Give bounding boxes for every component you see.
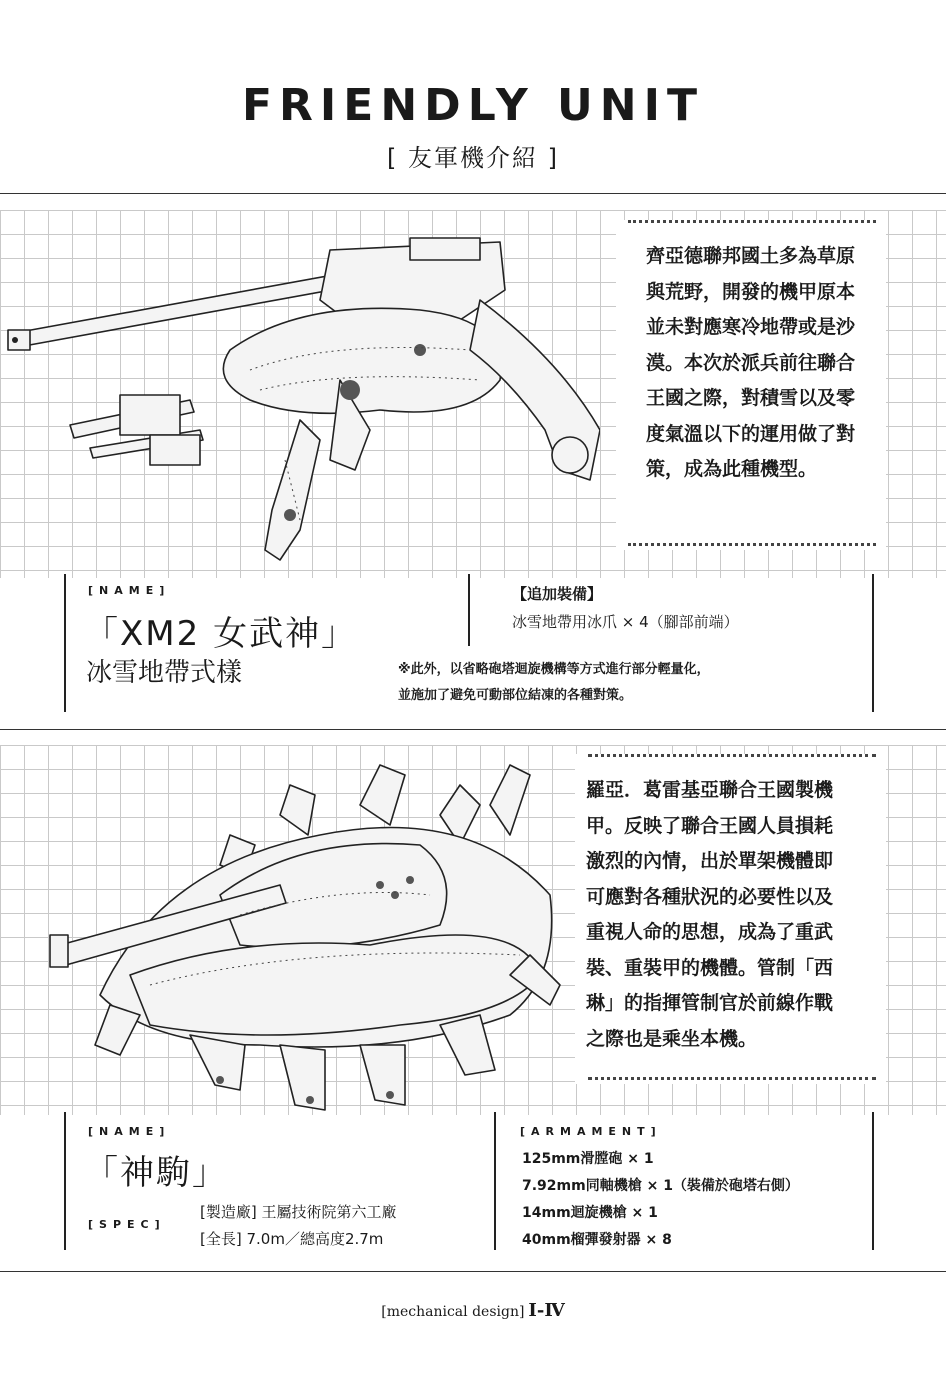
unit2-name: 「神駒」 bbox=[84, 1153, 228, 1193]
page-footer bbox=[0, 1300, 946, 1321]
unit2-specs bbox=[200, 1199, 396, 1253]
unit1-desc-line: 並未對應寒冷地帶或是沙 bbox=[646, 316, 856, 338]
unit2-armament-line: 14mm迴旋機槍 × 1 bbox=[522, 1205, 658, 1221]
unit1-equipment: 冰雪地帶用冰爪 × 4（腳部前端） bbox=[512, 613, 739, 631]
unit1-desc-line: 與荒野，開發的機甲原本 bbox=[646, 280, 856, 303]
unit1-desc-line: 度氣溫以下的運用做了對 bbox=[646, 422, 856, 445]
middle-divider bbox=[0, 729, 946, 730]
unit1-mech-illustration bbox=[0, 230, 600, 590]
unit2-description bbox=[586, 773, 833, 1057]
unit2-dotted-rule-bottom bbox=[588, 1077, 876, 1080]
page-title: FRIENDLY UNIT bbox=[241, 80, 704, 131]
unit1-desc-line: 漠。本次於派兵前往聯合 bbox=[646, 351, 856, 374]
unit2-spec-line: [全長] 7.0m／總高度2.7m bbox=[200, 1230, 384, 1248]
unit2-name-label: [NAME] bbox=[88, 1125, 171, 1138]
unit2-desc-line: 激烈的內情，出於單架機體即 bbox=[586, 850, 834, 872]
unit2-mid-bar bbox=[494, 1112, 496, 1250]
unit2-desc-line: 可應對各種狀況的必要性以及 bbox=[586, 885, 834, 908]
unit2-desc-line: 之際也是乘坐本機。 bbox=[586, 1027, 758, 1050]
unit2-desc-line: 琳」的指揮管制官於前線作戰 bbox=[586, 992, 834, 1014]
unit2-desc-line: 甲。反映了聯合王國人員損耗 bbox=[586, 814, 834, 837]
unit1-desc-line: 齊亞德聯邦國土多為草原 bbox=[646, 245, 856, 267]
unit2-armament-line: 125mm滑膛砲 × 1 bbox=[522, 1151, 654, 1167]
unit2-armament-line: 40mm榴彈發射器 × 8 bbox=[522, 1232, 672, 1248]
unit2-spec-line: [製造廠] 王屬技術院第六工廠 bbox=[200, 1203, 397, 1221]
unit1-desc-line: 王國之際，對積雪以及零 bbox=[646, 387, 856, 409]
bottom-divider bbox=[0, 1271, 946, 1272]
unit1-right-bar bbox=[872, 574, 874, 712]
unit2-desc-line: 裝、重裝甲的機體。管制「西 bbox=[586, 956, 834, 979]
unit2-armament bbox=[522, 1146, 799, 1254]
unit2-armament-label: [ARMAMENT] bbox=[520, 1125, 662, 1138]
footer-design-label: [mechanical design] bbox=[381, 1304, 525, 1320]
unit1-note-line: 並施加了避免可動部位結凍的各種對策。 bbox=[398, 688, 633, 703]
unit1-left-bar bbox=[64, 574, 66, 712]
unit1-mid-bar bbox=[468, 574, 470, 646]
unit1-name-label: [NAME] bbox=[88, 584, 171, 597]
unit2-mech-illustration bbox=[40, 745, 570, 1120]
unit1-notes bbox=[398, 657, 710, 709]
unit2-spec-label: [SPEC] bbox=[88, 1218, 166, 1231]
unit2-desc-line: 重視人命的思想，成為了重武 bbox=[586, 921, 834, 943]
page-number: I-Ⅳ bbox=[528, 1300, 565, 1321]
unit2-desc-line: 羅亞．葛雷基亞聯合王國製機 bbox=[586, 779, 834, 801]
unit1-equipment-label: 【追加裝備】 bbox=[512, 585, 603, 603]
unit1-variant: 冰雪地帶式樣 bbox=[86, 658, 243, 688]
unit1-desc-line: 策，成為此種機型。 bbox=[646, 458, 818, 480]
unit1-dotted-rule-bottom bbox=[628, 543, 876, 546]
unit2-left-bar bbox=[64, 1112, 66, 1250]
top-divider bbox=[0, 193, 946, 194]
unit1-description bbox=[646, 239, 855, 488]
unit2-dotted-rule-top bbox=[588, 754, 876, 757]
unit2-right-bar bbox=[872, 1112, 874, 1250]
unit1-dotted-rule-top bbox=[628, 220, 876, 223]
page-subtitle: [ 友軍機介紹 ] bbox=[387, 144, 559, 172]
unit1-note-line: ※此外，以省略砲塔迴旋機構等方式進行部分輕量化， bbox=[398, 662, 710, 677]
unit1-name: 「XM2 女武神」 bbox=[84, 614, 358, 654]
unit2-armament-line: 7.92mm同軸機槍 × 1（裝備於砲塔右側） bbox=[522, 1178, 799, 1194]
